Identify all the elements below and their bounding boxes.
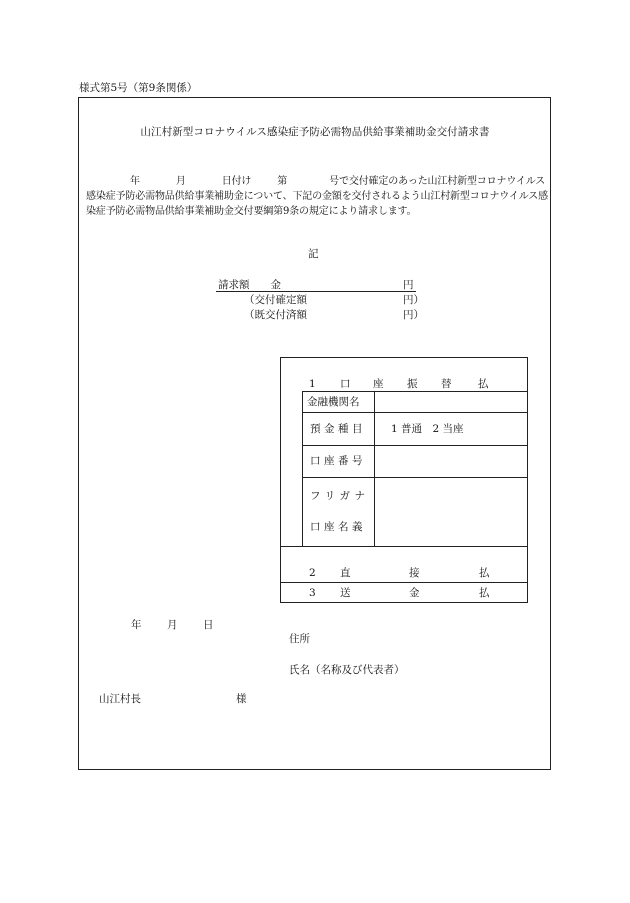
confirmed-amount-label: （交付確定額 (244, 294, 307, 306)
request-paragraph (86, 174, 548, 219)
paid-amount-label: （既交付済額 (244, 309, 307, 321)
inner-row-line-3 (302, 477, 528, 478)
inner-table-left (302, 391, 303, 546)
request-text: 号で交付確定のあった山江村新型コロナウイルス感染症予防必需物品供給事業補助金について、下記の金額を交付されるよう山江村新型コロナウイルス感染症予防必需物品供給事業補助金交付要綱第9条の規定により請求します。 (86, 176, 548, 217)
document-title: 山江村新型コロナウイルス感染症予防必需物品供給事業補助金交付請求書 (140, 126, 490, 138)
payment-method-box (280, 357, 528, 603)
inner-table-divider (374, 391, 375, 546)
ki-heading: 記 (308, 248, 319, 260)
inner-table-top (302, 391, 528, 392)
transfer-char-1: 口 (340, 378, 351, 390)
furigana-label: フリガナ (310, 490, 370, 502)
account-number-label: 口座番号 (310, 455, 366, 467)
year-label: 年 (130, 176, 140, 187)
name-label: 氏名（名称及び代表者） (289, 664, 405, 676)
transfer-char-5: 払 (478, 378, 489, 390)
month-label: 月 (175, 176, 186, 187)
inner-row-line-1 (302, 412, 528, 413)
deposit-type-label: 預金種目 (310, 423, 366, 435)
confirmed-amount-yen: 円） (403, 294, 424, 306)
date-year: 年 (131, 619, 142, 631)
date-day: 日 (203, 619, 214, 631)
paid-amount-yen: 円） (403, 309, 424, 321)
date-month: 月 (167, 619, 178, 631)
transfer-number: 1 (309, 378, 316, 390)
direct-char-2: 接 (409, 567, 420, 579)
request-amount-yen: 円 (403, 279, 414, 291)
request-amount-label: 請求額 金 (218, 279, 281, 291)
transfer-char-3: 振 (407, 378, 418, 390)
form-number: 様式第5号（第9条関係） (79, 82, 198, 94)
direct-char-3: 払 (479, 567, 490, 579)
remit-char-2: 金 (409, 587, 420, 599)
request-amount-underline (216, 291, 416, 292)
inner-row-line-2 (302, 445, 528, 446)
address-label: 住所 (289, 633, 310, 645)
number-prefix: 第 (277, 176, 288, 187)
direct-char-1: 直 (340, 567, 351, 579)
addressee-name: 山江村長 (99, 693, 141, 705)
transfer-char-2: 座 (373, 378, 384, 390)
remit-char-3: 払 (479, 587, 490, 599)
section-divider-2 (281, 582, 528, 583)
remit-char-1: 送 (340, 587, 351, 599)
section-divider-1 (281, 546, 528, 547)
direct-number: 2 (309, 567, 316, 579)
deposit-type-value: 1 普通 2 当座 (391, 423, 464, 435)
remit-number: 3 (309, 587, 316, 599)
bank-name-label: 金融機関名 (307, 396, 360, 408)
dated-label: 日付け (221, 176, 252, 187)
addressee-honorific: 様 (236, 693, 247, 705)
account-holder-label: 口座名義 (310, 521, 366, 533)
transfer-char-4: 替 (441, 378, 452, 390)
